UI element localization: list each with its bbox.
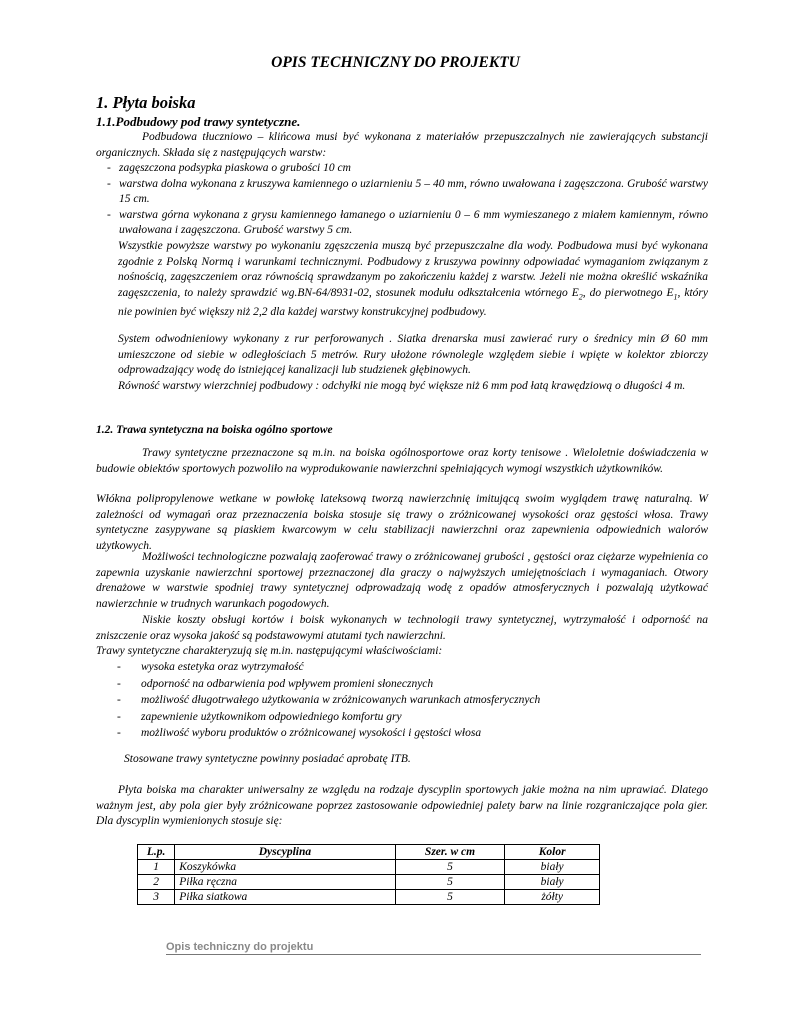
table-cell: 2 [138, 875, 175, 890]
s12-paragraph-2: Włókna polipropylenowe wetkane w powłokę lateksową tworzą nawierzchnię imitującą swoim wyglądem trawę naturalną. W zależności od wymagań oraz przeznaczenia boiska stosuje się trawy o zróżnicowanej wysokości oraz gęstości włosa. Trawy syntetyczne zasypywane są piaskiem kwarcowym w celu stabilizacji nawierzchni oraz zapewnienia odpowiednich walorów użytkowych. [96, 493, 708, 552]
list-item: - zapewnienie użytkownikom odpowiedniego komfortu gry [117, 709, 677, 726]
s11-paragraph-2 [118, 239, 708, 320]
s12-features-list [117, 659, 677, 742]
table-row [138, 860, 600, 875]
list-item: - odporność na odbarwienia pod wpływem promieni słonecznych [117, 676, 677, 693]
list-item: - wysoka estetyka oraz wytrzymałość [117, 659, 677, 676]
table-cell: Piłka siatkowa [175, 890, 395, 905]
table-cell: 1 [138, 860, 175, 875]
s11-p2-text-a: Wszystkie powyższe warstwy po wykonaniu zgęszczenia muszą być przepuszczalne dla wody. Podbudowa musi być wykonana zgodnie z Polską Normą i warunkami technicznymi. Podbudowy z kruszywa powinny odpowiadać wymaganiom związanym z nośnością, zagęszczeniem oraz równością sprawdzanym po zakończeniu każdej z warstw. Jeżeli nie można określić wskaźnika zagęszczenia, to należy sprawdzić wg.BN-64/8931-02, stosunek modułu odkształcenia wtórnego E [118, 240, 708, 299]
s12-paragraph-7: Płyta boiska ma charakter uniwersalny ze względu na rodzaje dyscyplin sportowych jakie można na nim uprawiać. Dlatego ważnym jest, aby pola gier były zróżnicowane poprzez zastosowanie odpowiedniej palety barw na linie rozgraniczające pola gier. Dla dyscyplin wymienionych stosuje się: [96, 784, 708, 828]
table-cell: biały [505, 860, 600, 875]
list-item: - warstwa dolna wykonana z kruszywa kamiennego o uziarnieniu 5 – 40 mm, równo uwałowana i zagęszczona. Grubość warstwy 15 cm. [105, 177, 708, 208]
table-cell: żółty [505, 890, 600, 905]
s12-paragraph-4: Niskie koszty obsługi kortów i boisk wykonanych w technologii trawy syntetycznej, wytrzymałość i odporność na zniszczenie oraz wysoka jakość są podstawowymi atutami tych nawierzchni. [96, 614, 708, 642]
document-title: OPIS TECHNICZNY DO PROJEKTU [271, 54, 520, 71]
list-item: - możliwość wyboru produktów o zróżnicowanej wysokości i gęstości włosa [117, 725, 677, 742]
table-cell: 3 [138, 890, 175, 905]
s12-paragraph-5: Trawy syntetyczne charakteryzują się m.in. następującymi właściwościami: [96, 645, 443, 657]
table-cell: 5 [395, 875, 505, 890]
section-1-2-heading: 1.2. Trawa syntetyczna na boiska ogólno sportowe [96, 424, 333, 436]
section-1-1-heading: 1.1.Podbudowy pod trawy syntetyczne. [96, 114, 301, 129]
section-1-heading: 1. Płyta boiska [96, 93, 196, 112]
s12-paragraph-6: Stosowane trawy syntetyczne powinny posiadać aprobatę ITB. [124, 753, 411, 765]
s11-p2-text-c: , który nie powinien być większy niż 2,2 dla każdej warstwy konstrukcyjnej podbudowy. [118, 286, 708, 318]
s12-paragraph-3: Możliwości technologiczne pozwalają zaoferować trawy o zróżnicowanej grubości , gęstości oraz ciężarze wypełnienia co zapewnia uzyskanie nawierzchni sportowej przeznaczonej dla graczy o najwyższych umiejętnościach i wymaganiach. Otwory drenażowe w warstwie spodniej trawy syntetycznej odprowadzają wodę z opadów atmosferycznych i pozwalają użytkować nawierzchnie w trudnych warunkach pogodowych. [96, 551, 708, 610]
table-cell: Koszykówka [175, 860, 395, 875]
list-item: - możliwość długotrwałego użytkowania w zróżnicowanych warunkach atmosferycznych [117, 692, 677, 709]
table-header-cell: L.p. [138, 845, 175, 860]
table-row [138, 875, 600, 890]
s11-paragraph-4: Równość warstwy wierzchniej podbudowy : odchyłki nie mogą być większe niż 6 mm pod łatą krawędziową o długości 4 m. [118, 380, 686, 392]
s11-intro: Podbudowa tłuczniowo – klińcowa musi być wykonana z materiałów przepuszczalnych nie zawierających substancji organicznych. Składa się z następujących warstw: [96, 131, 708, 159]
line-colors-table [137, 844, 600, 905]
table-cell: biały [505, 875, 600, 890]
table-header-cell: Szer. w cm [395, 845, 505, 860]
modulus-subscript-2: 2 [578, 292, 583, 302]
table-cell: Piłka ręczna [175, 875, 395, 890]
s11-layers-list [105, 161, 708, 239]
s12-paragraph-1: Trawy syntetyczne przeznaczone są m.in. na boiska ogólnosportowe oraz korty tenisowe . Wieloletnie doświadczenia w budowie obiektów sportowych pozwoliło na wyprodukowanie nawierzchni spełniających wymogi wszystkich użytkowników. [96, 447, 708, 475]
table-row [138, 890, 600, 905]
table-header-cell: Kolor [505, 845, 600, 860]
table-header-row [138, 845, 600, 860]
s11-paragraph-3: System odwodnieniowy wykonany z rur perforowanych . Siatka drenarska musi zawierać rury o średnicy min Ø 60 mm umieszczone od siebie w odległościach 5 metrów. Rury ułożone równolegle względem siebie i wpięte w kolektor zbiorczy odprowadzający wodę do istniejącej kanalizacji lub studzienek głębinowych. [118, 333, 708, 377]
s11-p2-text-b: , do pierwotnego E [582, 286, 674, 299]
modulus-subscript-1: 1 [673, 292, 678, 302]
table-header-cell: Dyscyplina [175, 845, 395, 860]
page-footer: Opis techniczny do projektu [166, 941, 701, 955]
table-cell: 5 [395, 860, 505, 875]
list-item: - zagęszczona podsypka piaskowa o grubości 10 cm [105, 161, 708, 177]
list-item: - warstwa górna wykonana z grysu kamiennego łamanego o uziarnieniu 0 – 6 mm wymieszanego z miałem kamiennym, równo uwałowana i zagęszczona. Grubość warstwy 5 cm. [105, 208, 708, 239]
table-cell: 5 [395, 890, 505, 905]
